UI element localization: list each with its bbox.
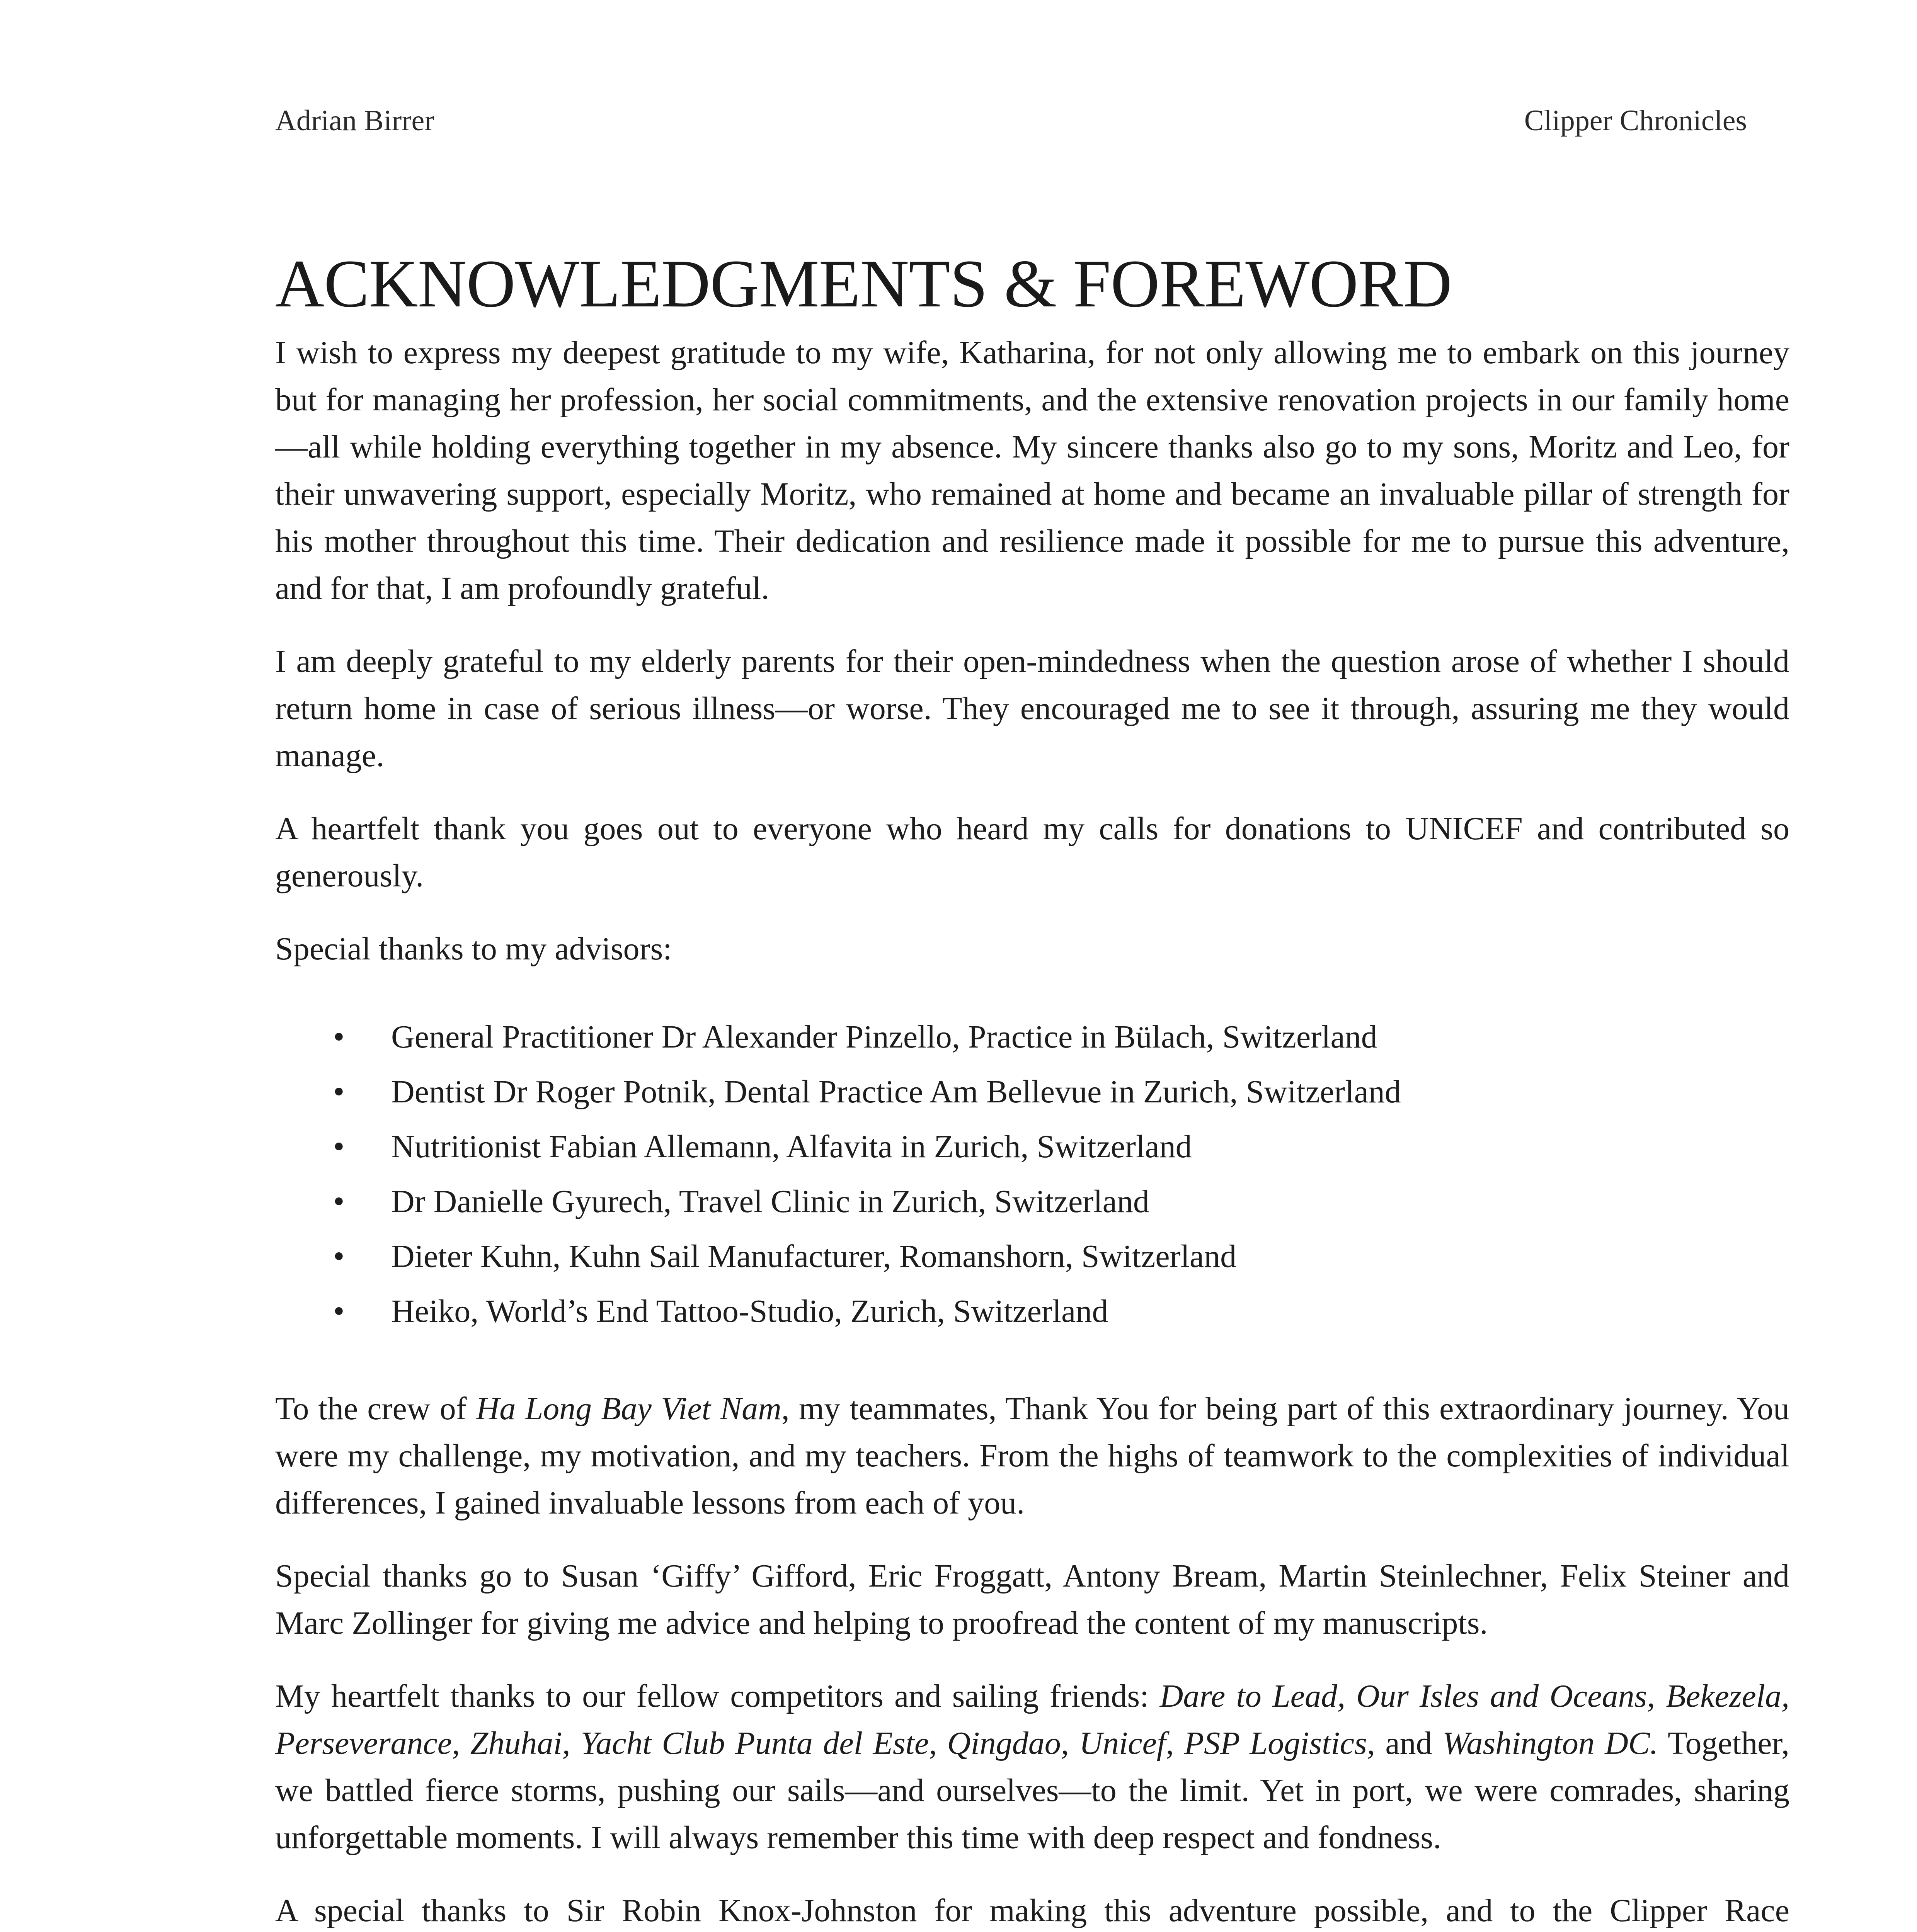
running-header xyxy=(275,101,1747,140)
bullet-icon: • xyxy=(333,1238,345,1274)
bullet-icon: • xyxy=(333,1129,345,1165)
bullet-icon: • xyxy=(333,1019,345,1055)
bullet-icon: • xyxy=(333,1293,345,1329)
header-author: Adrian Birrer xyxy=(275,104,434,137)
list-item xyxy=(275,1284,1789,1339)
list-item xyxy=(275,1065,1789,1119)
competitor-boat-last: Washington DC. xyxy=(1442,1725,1658,1761)
chapter-title: ACKNOWLEDGMENTS & FOREWORD xyxy=(275,246,1452,321)
boat-name: Ha Long Bay Viet Nam xyxy=(476,1391,781,1427)
page-content xyxy=(275,243,1789,1932)
paragraph-parents: I am deeply grateful to my elderly parents for their open-mindedness when the question arose of whether I should return home in case of serious illness—or worse. They encouraged me to see it through, assuring me they would manage. xyxy=(275,643,1789,774)
list-item xyxy=(275,1010,1789,1065)
paragraph-proofreaders: Special thanks go to Susan ‘Giffy’ Gifford, Eric Froggatt, Antony Bream, Martin Steinlechner, Felix Steiner and Marc Zollinger for giving me advice and helping to proofread the content of my manuscripts. xyxy=(275,1558,1789,1641)
advisor-text: General Practitioner Dr Alexander Pinzello, Practice in Bülach, Switzerland xyxy=(391,1019,1377,1055)
paragraph-advisors-intro: Special thanks to my advisors: xyxy=(275,931,672,967)
advisor-text: Nutritionist Fabian Allemann, Alfavita in Zurich, Switzerland xyxy=(391,1129,1192,1165)
paragraph-donations: A heartfelt thank you goes out to everyone who heard my calls for donations to UNICEF and contributed so generously. xyxy=(275,811,1789,894)
competitors-text-start: My heartfelt thanks to our fellow competitors and sailing friends: xyxy=(275,1678,1160,1714)
paragraph-competitors xyxy=(275,1673,1789,1861)
crew-text-end: , my teammates, Thank You for being part of this extraordinary journey. You were my challenge, my motivation, and my teachers. From the highs of teamwork to the complexities of individual differences, I gained invaluable lessons from each of you. xyxy=(275,1391,1789,1521)
paragraph-gratitude-family: I wish to express my deepest gratitude to my wife, Katharina, for not only allowing me to embark on this journey but for managing her profession, her social commitments, and the extensive renovation projects in our family home—all while holding everything together in my absence. My sincere thanks also go to my sons, Moritz and Leo, for their unwavering support, especially Moritz, who remained at home and became an invaluable pillar of strength for his mother throughout this time. Their dedication and resilience made it possible for me to pursue this adventure, and for that, I am profoundly grateful. xyxy=(275,335,1789,606)
advisor-text: Dr Danielle Gyurech, Travel Clinic in Zurich, Switzerland xyxy=(391,1184,1149,1219)
competitors-and: and xyxy=(1375,1725,1443,1761)
bullet-icon: • xyxy=(333,1184,345,1219)
list-item xyxy=(275,1229,1789,1284)
advisor-text: Dieter Kuhn, Kuhn Sail Manufacturer, Romanshorn, Switzerland xyxy=(391,1238,1237,1274)
advisors-list xyxy=(275,1010,1789,1339)
competitor-boats: Dare to Lead, Our Isles and Oceans, Bekezela, Perseverance, Zhuhai, Yacht Club Punta del Este, Qingdao, Unicef, PSP Logistics, xyxy=(275,1678,1789,1761)
bullet-icon: • xyxy=(333,1074,345,1110)
competitors-text-end: Together, we battled fierce storms, pushing our sails—and ourselves—to the limit. Yet in port, we were comrades, sharing unforgettable moments. I will always remember this time with deep respect and fondness. xyxy=(275,1725,1789,1855)
paragraph-race-organisation: A special thanks to Sir Robin Knox-Johnston for making this adventure possible, and to the Clipper Race xyxy=(275,1893,1789,1929)
advisor-text: Dentist Dr Roger Potnik, Dental Practice Am Bellevue in Zurich, Switzerland xyxy=(391,1074,1401,1110)
advisor-text: Heiko, World’s End Tattoo-Studio, Zurich, Switzerland xyxy=(391,1293,1108,1329)
list-item xyxy=(275,1119,1789,1174)
header-book-title: Clipper Chronicles xyxy=(1524,104,1747,137)
list-item xyxy=(275,1174,1789,1229)
paragraph-crew xyxy=(275,1385,1789,1527)
crew-text-start: To the crew of xyxy=(275,1391,476,1427)
